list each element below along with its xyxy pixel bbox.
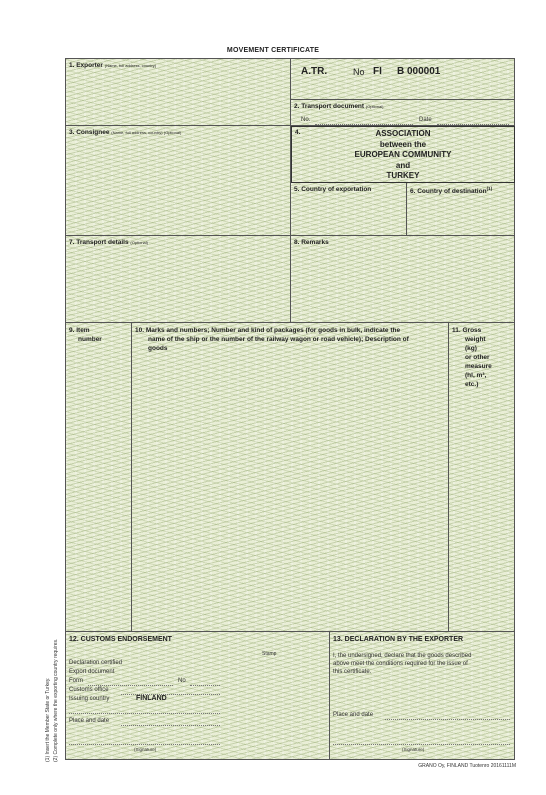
box-12-customs-office: Customs office bbox=[69, 687, 109, 693]
box-13-signature-line bbox=[333, 744, 510, 745]
box-4-association-text bbox=[292, 129, 514, 182]
box-4-label: 4. bbox=[295, 129, 301, 136]
box-9-label: 9. Item number bbox=[69, 327, 102, 343]
box-12-place-and-date: Place and date bbox=[69, 718, 110, 724]
box-6-label: 6. Country of destination$^{(1)}$ bbox=[410, 186, 493, 196]
box-13-line-3: this certificate. bbox=[333, 669, 372, 675]
association-line-5: TURKEY bbox=[386, 171, 420, 180]
association-line-1: ASSOCIATION bbox=[375, 129, 431, 138]
box-12-signature-label: (Signature) bbox=[134, 747, 157, 752]
association-line-2: between the bbox=[379, 139, 427, 149]
atr-serial-prefix: FI bbox=[373, 66, 382, 77]
box-9-item-number[interactable] bbox=[66, 323, 132, 632]
box-12-blank-line-1 bbox=[69, 713, 220, 714]
box-13-declaration-by-exporter bbox=[330, 632, 515, 759]
box-13-declaration-text bbox=[333, 652, 471, 676]
box-12-label: 12. CUSTOMS ENDORSEMENT bbox=[69, 636, 172, 643]
box-12-stamp-label: Stamp bbox=[262, 651, 277, 657]
atr-label: A.TR. bbox=[301, 66, 328, 77]
side-note-1: (1) Insert the Member State or Turkey. bbox=[45, 677, 51, 762]
box-11-gross-weight[interactable] bbox=[449, 323, 515, 632]
box-8-label: 8. Remarks bbox=[294, 239, 329, 246]
box-12-no-line bbox=[190, 685, 220, 686]
box-13-place-and-date: Place and date bbox=[333, 712, 374, 718]
box-13-signature-label: (Signature) bbox=[402, 747, 425, 752]
side-note-2: (2) Complete only where the exporting country requires. bbox=[53, 638, 59, 762]
box-2-no-line bbox=[315, 124, 413, 125]
box-12-customs-endorsement bbox=[66, 632, 330, 759]
box-12-no-label: No bbox=[178, 678, 186, 684]
box-7-transport-details[interactable] bbox=[66, 236, 291, 323]
box-10-marks-and-numbers[interactable] bbox=[132, 323, 449, 632]
box-2-date-line bbox=[437, 124, 509, 125]
box-2-label: 2. Transport document (Optional) bbox=[294, 103, 384, 110]
box-11-label: 11. Gross weight (kg) or other measure (hl, m³, etc.) bbox=[452, 327, 492, 388]
atr-header bbox=[291, 59, 515, 100]
box-5-country-of-exportation[interactable] bbox=[291, 183, 407, 236]
box-12-declaration-certified: Declaration certified bbox=[69, 660, 123, 666]
box-13-place-and-date-line bbox=[385, 719, 510, 720]
certificate-form bbox=[65, 58, 515, 760]
atr-no-label: No bbox=[353, 67, 365, 77]
box-12-form-label: Form bbox=[69, 678, 83, 684]
box-12-issuing-country-label: Issuing country bbox=[69, 696, 110, 702]
box-12-issuing-country-value: FINLAND bbox=[136, 695, 167, 702]
box-2-no-label: No. bbox=[301, 117, 311, 123]
box-1-label: 1. Exporter (Name, full address, country) bbox=[69, 62, 157, 69]
box-1-exporter[interactable] bbox=[66, 59, 291, 126]
box-3-label: 3. Consignee (Name, full address, country) (Optional) bbox=[69, 129, 182, 136]
box-13-line-1: I, the undersigned, declare that the goods described bbox=[333, 653, 472, 659]
document-title: MOVEMENT CERTIFICATE bbox=[226, 47, 320, 54]
box-2-date-label: Date bbox=[419, 117, 432, 123]
box-10-label: 10. Marks and numbers; Number and kind of packages (for goods in bulk, indicate the name of the ship or the number of the railway wagon or road vehicle); Description of goods bbox=[135, 327, 409, 352]
box-12-export-document: Export document bbox=[69, 669, 115, 675]
box-2-transport-document[interactable] bbox=[291, 100, 515, 126]
box-12-place-and-date-line bbox=[121, 725, 220, 726]
box-6-country-of-destination[interactable] bbox=[407, 183, 515, 236]
box-7-label: 7. Transport details (Optional) bbox=[69, 239, 148, 246]
box-5-label: 5. Country of exportation bbox=[294, 186, 372, 193]
box-8-remarks[interactable] bbox=[291, 236, 515, 323]
box-12-signature-line bbox=[69, 744, 220, 745]
atr-serial-number: B 000001 bbox=[397, 66, 441, 77]
box-13-line-2: above meet the conditions required for the issue of bbox=[333, 661, 468, 667]
box-3-consignee[interactable] bbox=[66, 126, 291, 236]
association-line-4: and bbox=[395, 160, 411, 170]
printer-imprint: GRANO Oy, FINLAND Tuotenro 20161111M bbox=[418, 763, 516, 769]
box-13-label: 13. DECLARATION BY THE EXPORTER bbox=[333, 636, 464, 643]
association-line-3: EUROPEAN COMMUNITY bbox=[354, 150, 452, 159]
box-4-association bbox=[291, 126, 515, 183]
box-12-form-line bbox=[88, 685, 173, 686]
